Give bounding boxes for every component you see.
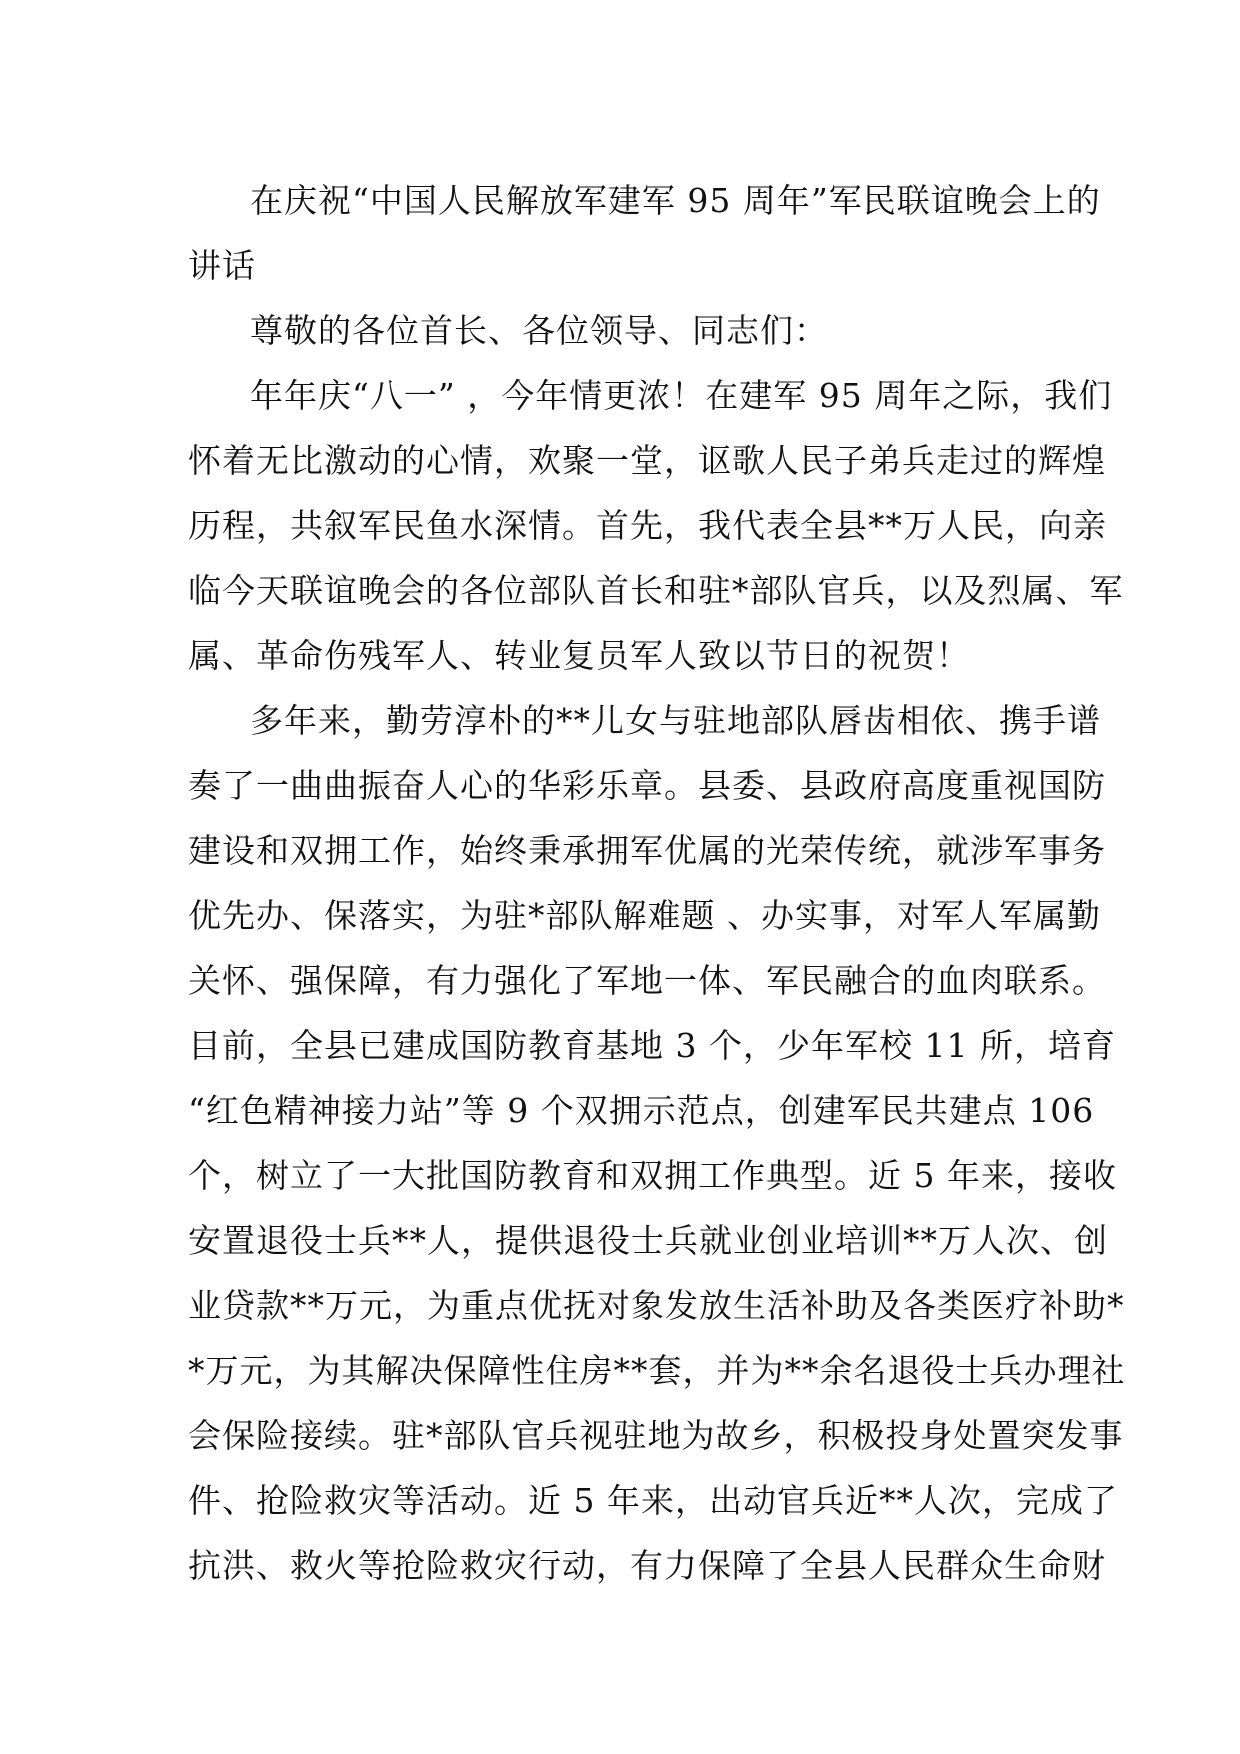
paragraph-line: 建设和双拥工作，始终秉承拥军优属的光荣传统，就涉军事务 [188,831,1106,870]
paragraph-line: 会保险接续。驻*部队官兵视驻地为故乡，积极投身处置突发事 [188,1416,1124,1455]
document-page [188,168,1126,1598]
paragraph-line: 件、抢险救灾等活动。近 5 年来，出动官兵近**人次，完成了 [188,1481,1118,1520]
paragraph-line: 优先办、保落实，为驻*部队解难题 、办实事，对军人军属勤 [188,896,1101,935]
title-line: 在庆祝“中国人民解放军建军 95 周年”军民联谊晚会上的 [250,181,1101,220]
paragraph-2 [188,688,1126,1598]
paragraph-line: 年年庆“八一” ，今年情更浓！在建军 95 周年之际，我们 [250,376,1113,415]
speech-title [188,168,1101,298]
paragraph-line: 奏了一曲曲振奋人心的华彩乐章。县委、县政府高度重视国防 [188,766,1106,805]
paragraph-line: 历程，共叙军民鱼水深情。首先，我代表全县**万人民，向亲 [188,506,1107,545]
paragraph-line: *万元，为其解决保障性住房**套，并为**余名退役士兵办理社 [188,1351,1126,1390]
salutation: 尊敬的各位首长、各位领导、同志们： [250,311,828,350]
paragraph-line: 抗洪、救火等抢险救灾行动，有力保障了全县人民群众生命财 [188,1546,1106,1585]
paragraph-line: 怀着无比激动的心情，欢聚一堂，讴歌人民子弟兵走过的辉煌 [188,441,1106,480]
paragraph-1 [188,363,1124,688]
title-line: 讲话 [188,246,256,285]
paragraph-line: 多年来，勤劳淳朴的**儿女与驻地部队唇齿相依、携手谱 [250,701,1101,740]
paragraph-line: 属、革命伤残军人、转业复员军人致以节日的祝贺！ [188,636,970,675]
paragraph-line: 业贷款**万元，为重点优抚对象发放生活补助及各类医疗补助* [188,1286,1125,1325]
paragraph-line: 安置退役士兵**人，提供退役士兵就业创业培训**万人次、创 [188,1221,1108,1260]
paragraph-line: 关怀、强保障，有力强化了军地一体、军民融合的血肉联系。 [188,961,1106,1000]
paragraph-line: 目前，全县已建成国防教育基地 3 个，少年军校 11 所，培育 [188,1026,1116,1065]
paragraph-line: “红色精神接力站”等 9 个双拥示范点，创建军民共建点 106 [188,1091,1095,1130]
paragraph-line: 临今天联谊晚会的各位部队首长和驻*部队官兵，以及烈属、军 [188,571,1124,610]
paragraph-line: 个，树立了一大批国防教育和双拥工作典型。近 5 年来，接收 [188,1156,1117,1195]
